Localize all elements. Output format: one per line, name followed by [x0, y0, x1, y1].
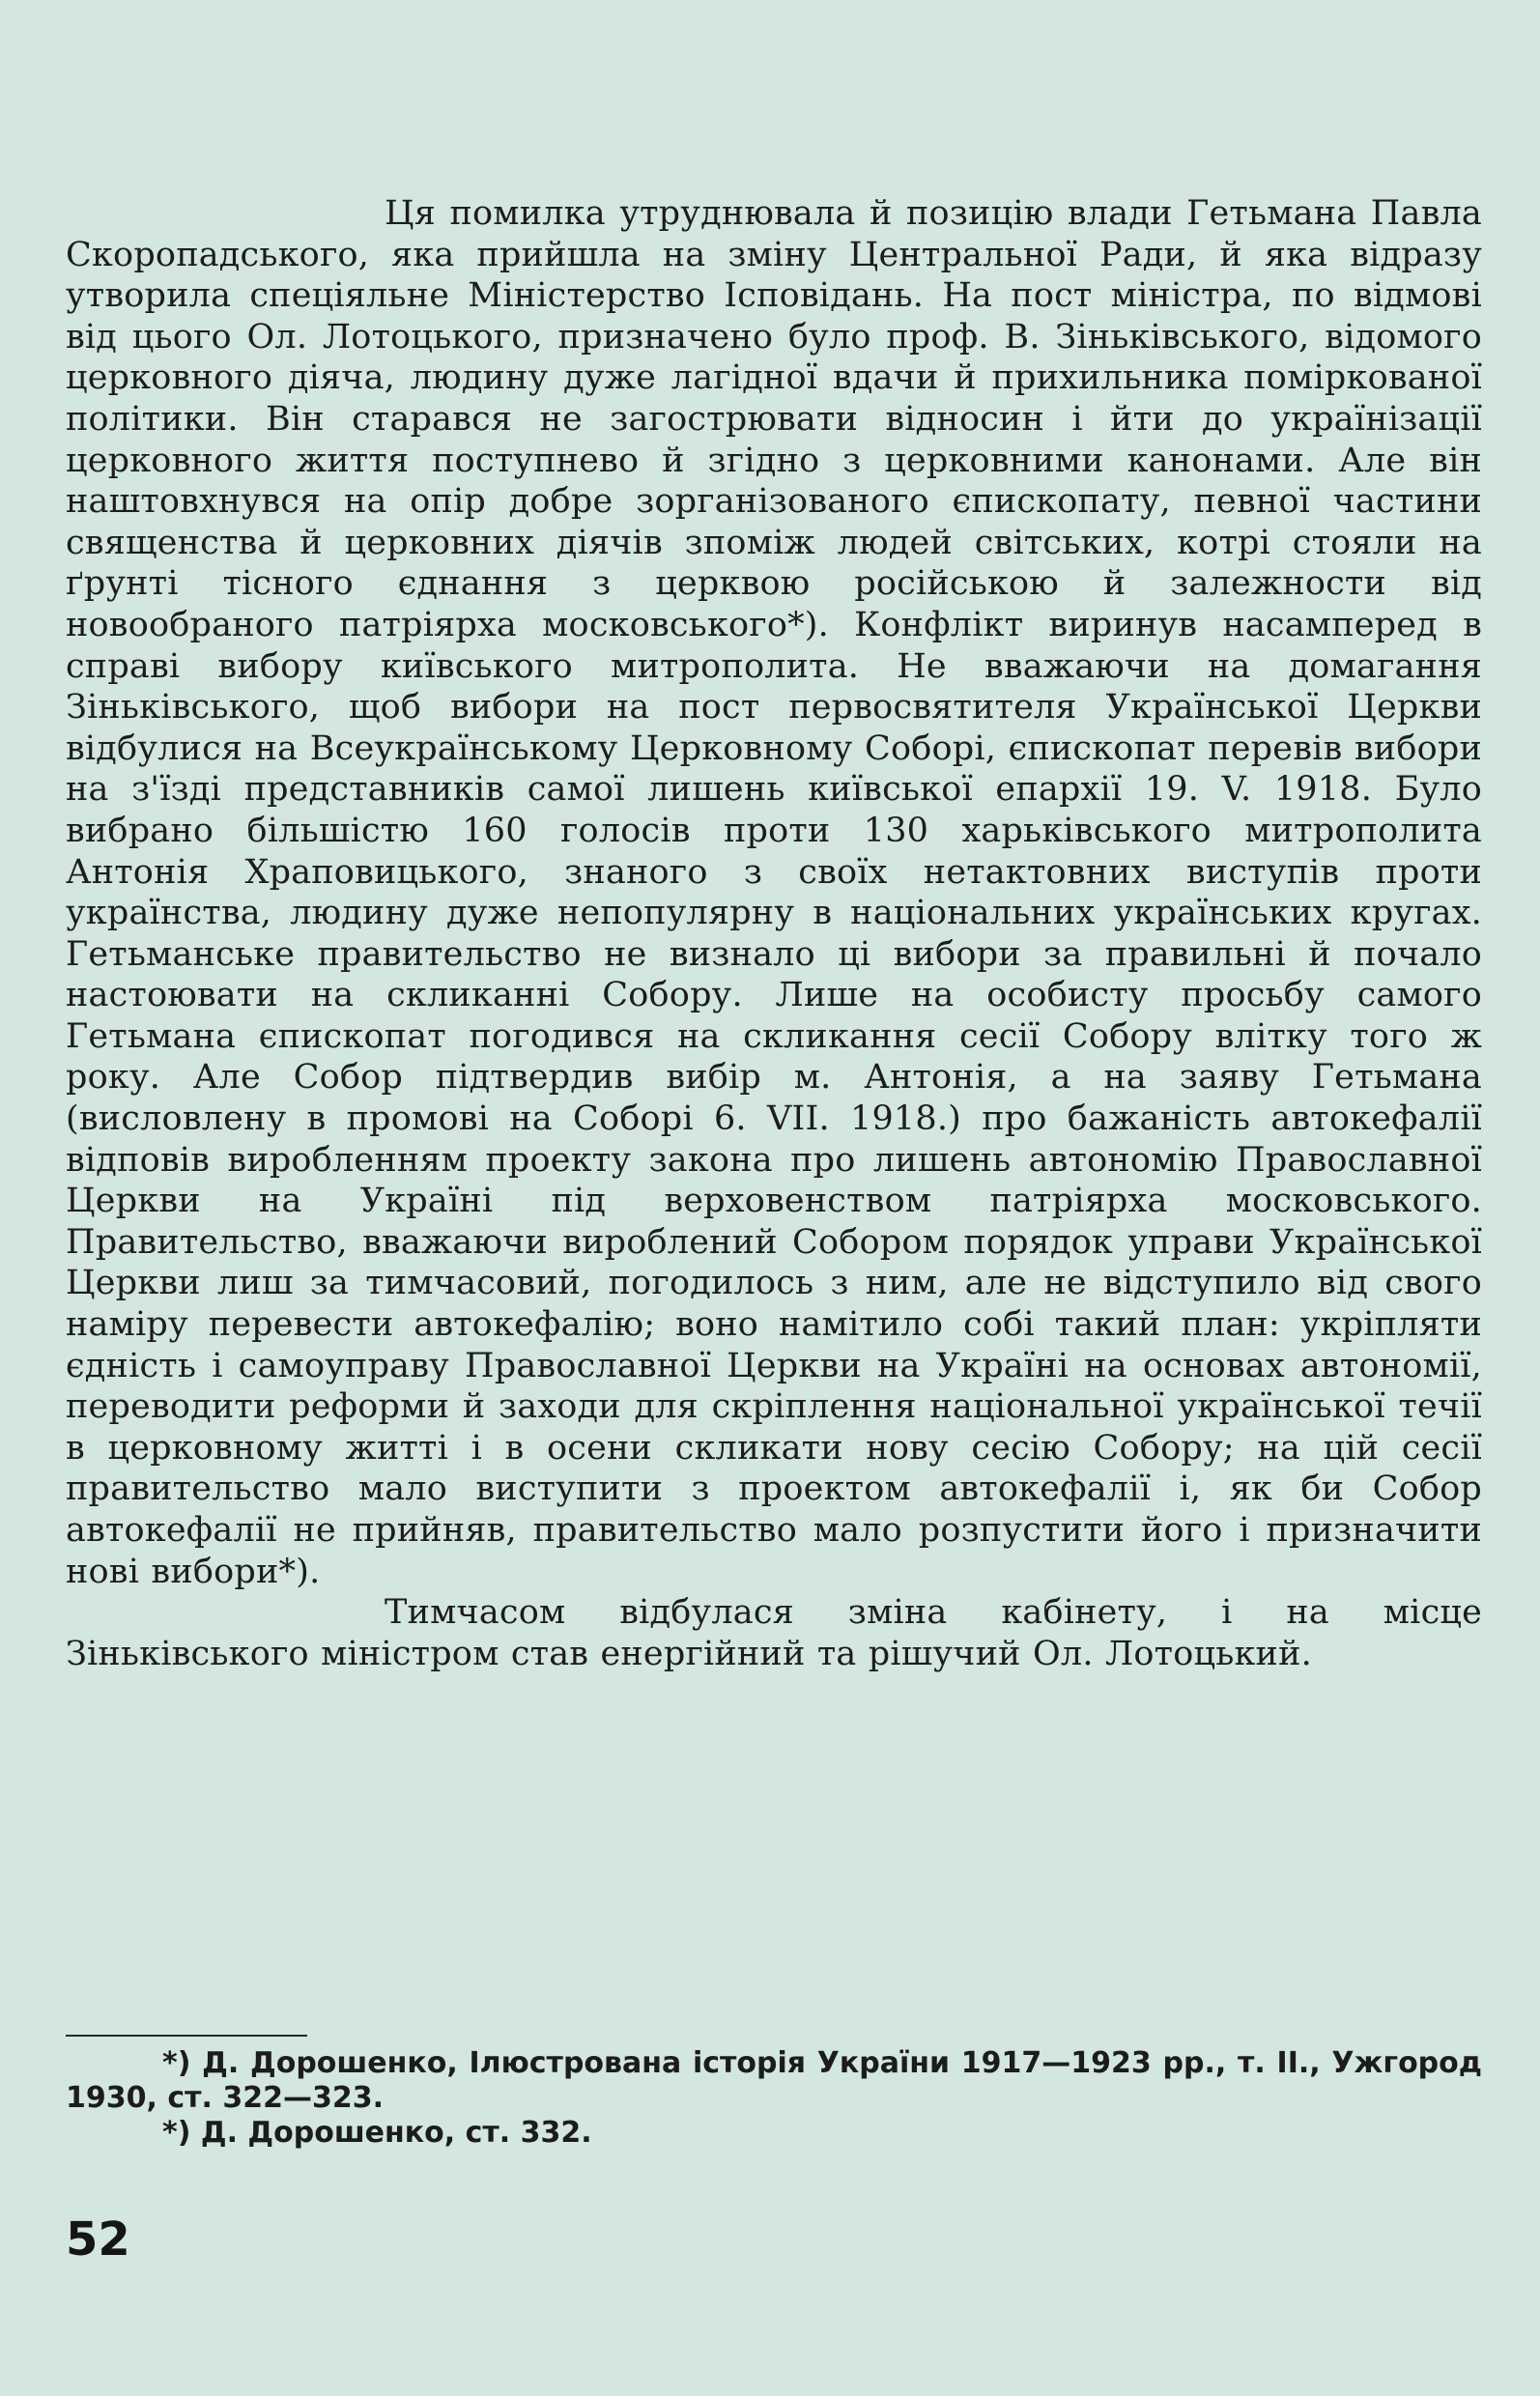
paragraph-2: Тимчасом відбулася зміна кабінету, і на місце Зіньківського міністром став енергійний та рішучий Ол. Лотоцький. [66, 1593, 1482, 1673]
page-number: 52 [66, 2212, 130, 2267]
paragraph-1: Ця помилка утруднювала й позицію влади Гетьмана Павла Скоропадського, яка прийшла на зміну Центральної Ради, й яка відразу утворила спеціяльне Міністерство Ісповідань. На пост міністра, по відмові від цього Ол. Лотоцького, призначено було проф. В. Зіньківського, відомого церковного діяча, людину дуже лагідної вдачи й прихильника поміркованої політики. Він старався не загострювати відносин і йти до українізації церковного життя поступнево й згідно з церковними канонами. Але він наштовхнувся на опір добре зорганізованого єпископату, певної частини священства й церковних діячів зпоміж людей світських, котрі стояли на ґрунті тісного єднання з церквою російською й залежности від новообраного патріярха московського*). Конфлікт виринув насамперед в справі вибору київського митрополита. Не вважаючи на домагання Зіньківського, щоб вибори на пост первосвятителя Української Церкви відбулися на Всеукраїнському Церковному Соборі, єпископат перевів вибори на з'їзді представників самої лишень київської епархії 19. V. 1918. Було вибрано більшістю 160 голосів проти 130 харьківського митрополита Антонія Храповицького, знаного з своїх нетактовних виступів проти українства, людину дуже непопулярну в національних українських кругах. Гетьманське правительство не визнало ці вибори за правильні й почало настоювати на скликанні Собору. Лише на особисту просьбу самого Гетьмана єпископат погодився на скликання сесії Собору влітку того ж року. Але Собор підтвердив вибір м. Антонія, а на заяву Гетьмана (висловлену в промові на Соборі 6. VII. 1918.) про бажаність автокефалії відповів виробленням проекту закона про лишень автономію Православної Церкви на Україні під верховенством патріярха московського. Правительство, вважаючи вироблений Собором порядок управи Української Церкви лиш за тимчасовий, погодилось з ним, але не відступило від свого наміру перевести автокефалію; воно намітило собі такий план: укріпляти єдність і самоуправу Православної Церкви на Україні на основах автономії, переводити реформи й заходи для скріплення національної української течії в церковному житті і в осени скликати нову сесію Собору; на цій сесії правительство мало виступити з проектом автокефалії і, як би Собор автокефалії не прийняв, правительство мало розпустити його і призначити нові вибори*). [66, 194, 1482, 1591]
main-text [66, 193, 1482, 1674]
footnote-separator [66, 2035, 307, 2037]
footnote-2: *) Д. Дорошенко, ст. 332. [162, 2116, 592, 2150]
footnote-1: *) Д. Дорошенко, Ілюстрована історія України 1917—1923 рр., т. II., Ужгород 1930, ст. 322—323. [66, 2046, 1482, 2115]
footnotes [66, 2046, 1482, 2151]
